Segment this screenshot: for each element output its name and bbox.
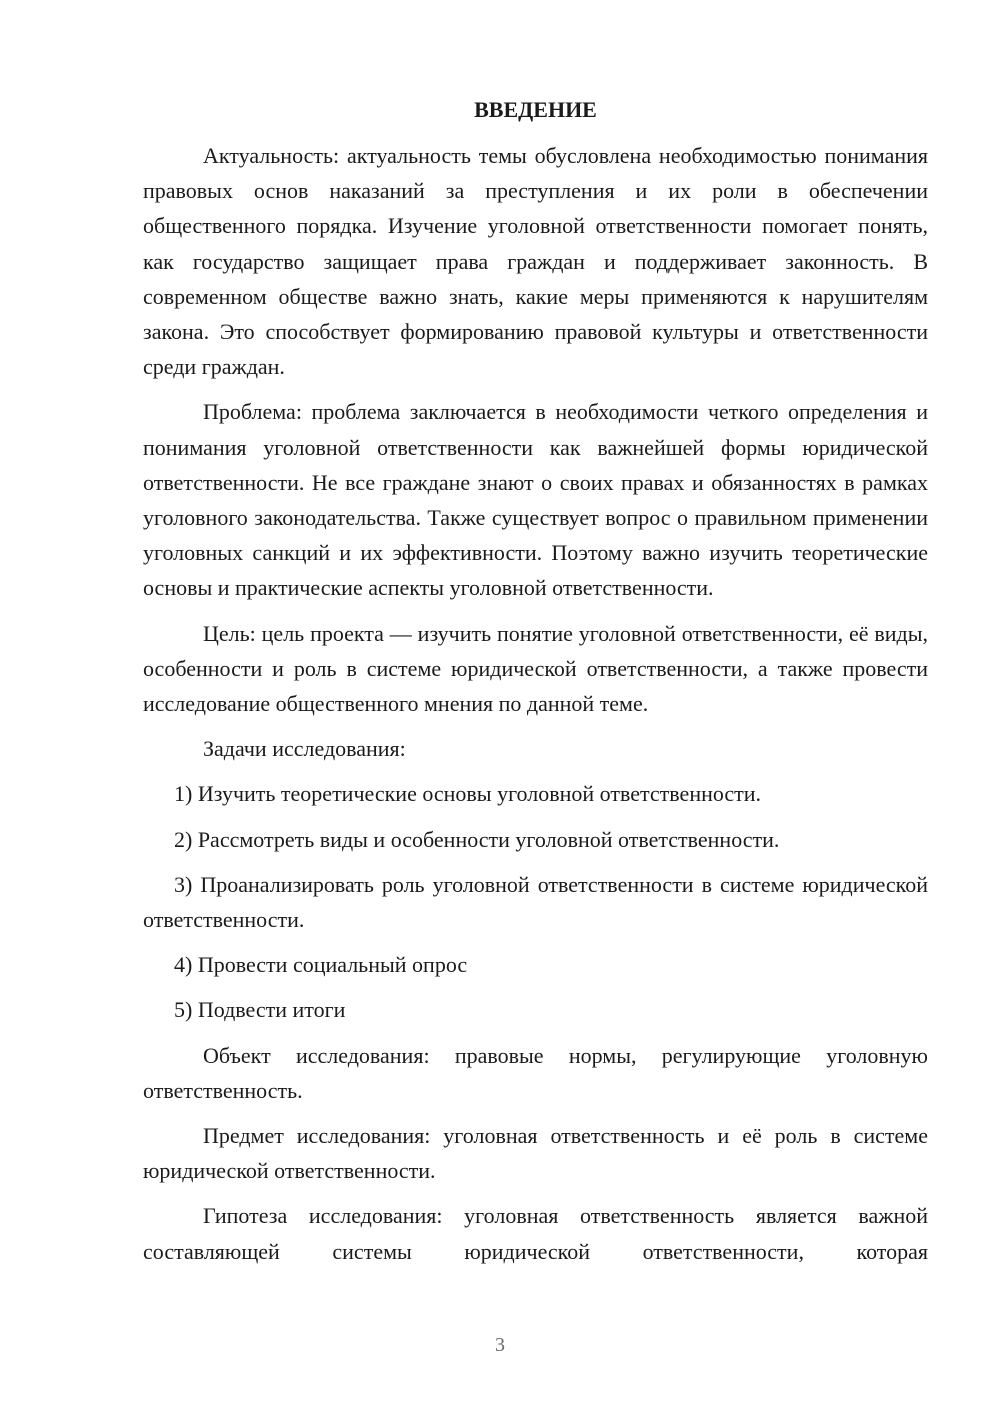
- list-item: 2) Рассмотреть виды и особенности уголовной ответственности.: [174, 826, 780, 852]
- paragraph-relevance: Актуальность: актуальность темы обусловлена необходимостью понимания правовых основ наказаний за преступления и их роли в обеспечении общественного порядка. Изучение уголовной ответственности помогает понять, как государство защищает права граждан и поддерживает законность. В современном обществе важно знать, какие меры применяются к нарушителям закона. Это способствует формированию правовой культуры и ответственности среди граждан.: [143, 143, 928, 380]
- paragraph-object: Объект исследования: правовые нормы, регулирующие уголовную ответственность.: [143, 1042, 928, 1103]
- tasks-title: Задачи исследования:: [203, 736, 406, 762]
- page-title: ВВЕДЕНИЕ: [474, 97, 597, 122]
- paragraph-goal: Цель: цель проекта — изучить понятие уголовной ответственности, её виды, особенности и роль в системе юридической ответственности, а также провести исследование общественного мнения по данной теме.: [143, 620, 928, 717]
- paragraph-subject: Предмет исследования: уголовная ответственность и её роль в системе юридической ответственности.: [143, 1123, 928, 1184]
- list-item: 5) Подвести итоги: [174, 997, 346, 1023]
- paragraph-problem: Проблема: проблема заключается в необходимости четкого определения и понимания уголовной ответственности как важнейшей формы юридической ответственности. Не все граждане знают о своих правах и обязанностях в рамках уголовного законодательства. Также существует вопрос о правильном применении уголовных санкций и их эффективности. Поэтому важно изучить теоретические основы и практические аспекты уголовной ответственности.: [143, 399, 928, 601]
- paragraph-hypothesis: Гипотеза исследования: уголовная ответственность является важной составляющей системы юридической ответственности, которая: [143, 1203, 928, 1264]
- list-item: 3) Проанализировать роль уголовной ответственности в системе юридической ответственности.: [143, 871, 928, 933]
- list-item: 1) Изучить теоретические основы уголовной ответственности.: [174, 781, 762, 807]
- page-number: 3: [495, 1334, 505, 1356]
- list-item: 4) Провести социальный опрос: [174, 952, 468, 978]
- document-page: [143, 94, 928, 1279]
